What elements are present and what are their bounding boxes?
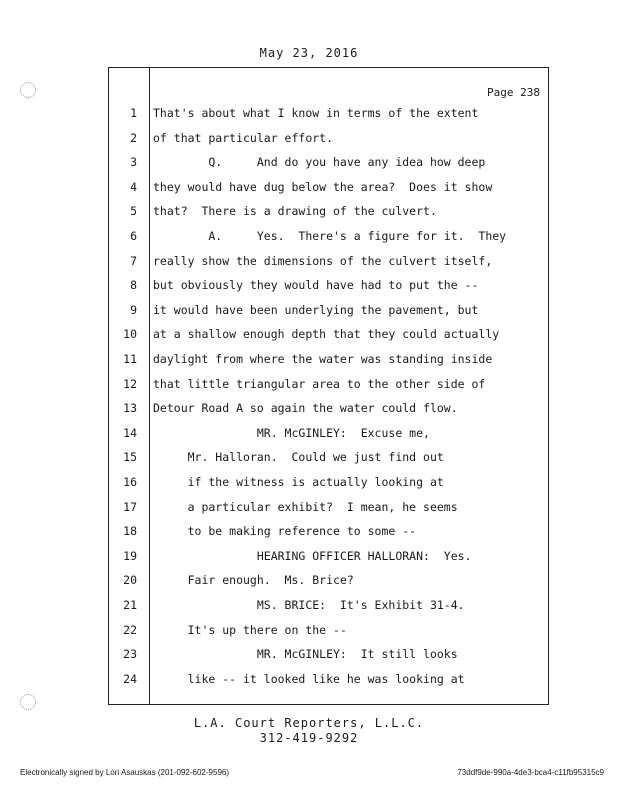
transcript-line [109, 623, 550, 645]
line-text: if the witness is actually looking at [153, 475, 444, 489]
line-number: 23 [123, 647, 137, 662]
footer-phone: 312-419-9292 [259, 731, 359, 745]
line-number: 8 [130, 278, 137, 293]
line-number: 13 [123, 401, 137, 416]
transcript-line [109, 598, 550, 620]
transcript-line [109, 352, 550, 374]
line-text: at a shallow enough depth that they could actually [153, 327, 500, 342]
transcript-line [109, 204, 550, 226]
transcript-line [109, 180, 550, 202]
transcript-line [109, 549, 550, 571]
line-text: Detour Road A so again the water could flow. [153, 401, 458, 416]
footer-company: L.A. Court Reporters, L.L.C. [193, 716, 425, 730]
transcript-line [109, 672, 550, 694]
transcript-line [109, 450, 550, 472]
line-text: to be making reference to some -- [153, 524, 417, 539]
line-number: 14 [123, 425, 137, 440]
line-text: really show the dimensions of the culvert itself, [153, 253, 493, 268]
line-number: 10 [123, 327, 137, 342]
line-number: 11 [123, 352, 137, 366]
transcript-line [109, 401, 550, 423]
line-text: It's up there on the -- [153, 622, 347, 637]
line-number: 12 [123, 376, 137, 391]
line-text: they would have dug below the area? Does it show [153, 179, 493, 194]
transcript-line [109, 377, 550, 399]
line-number: 6 [130, 229, 137, 243]
transcript-line [109, 303, 550, 325]
line-number: 19 [123, 548, 137, 563]
transcript-line [109, 327, 550, 349]
line-text: a particular exhibit? I mean, he seems [153, 499, 458, 514]
line-number: 1 [130, 106, 137, 120]
transcript-line [109, 573, 550, 595]
line-number: 3 [130, 155, 137, 170]
line-text: like -- it looked like he was looking at [153, 671, 465, 686]
transcript-line [109, 254, 550, 276]
transcript-line [109, 500, 550, 522]
line-text: daylight from where the water was standing inside [153, 352, 493, 366]
line-text: that? There is a drawing of the culvert. [153, 204, 437, 219]
transcript-line [109, 278, 550, 300]
line-number: 2 [130, 130, 137, 145]
header-date: May 23, 2016 [259, 46, 359, 60]
line-text: Fair enough. Ms. Brice? [153, 573, 354, 588]
transcript-frame [108, 67, 549, 705]
line-text: but obviously they would have had to put the -- [153, 278, 479, 293]
line-text: MR. McGINLEY: Excuse me, [153, 425, 430, 440]
punch-hole-top [20, 82, 36, 98]
line-number: 4 [130, 179, 137, 194]
signature-right: 73ddf9de-990a-4de3-bca4-c11fb95315c9 [457, 768, 604, 777]
line-text: Q. And do you have any idea how deep [153, 155, 486, 170]
line-text: MR. McGINLEY: It still looks [153, 647, 458, 662]
line-text: of that particular effort. [153, 130, 334, 145]
transcript-line [109, 647, 550, 669]
line-number: 7 [130, 253, 137, 268]
line-text: that little triangular area to the other side of [153, 376, 486, 391]
line-text: That's about what I know in terms of the extent [153, 106, 479, 120]
line-number: 20 [123, 573, 137, 588]
transcript-line [109, 106, 550, 128]
line-number: 24 [123, 671, 137, 686]
line-text: HEARING OFFICER HALLORAN: Yes. [153, 548, 472, 563]
line-text: A. Yes. There's a figure for it. They [153, 229, 507, 243]
transcript-line [109, 131, 550, 153]
punch-hole-bottom [20, 694, 36, 710]
transcript-line [109, 475, 550, 497]
transcript-line [109, 229, 550, 251]
page-number: Page 238 [487, 86, 540, 99]
line-number: 21 [123, 598, 137, 612]
transcript-line [109, 426, 550, 448]
line-text: it would have been underlying the pavement, but [153, 302, 479, 317]
line-number: 18 [123, 524, 137, 539]
line-number: 5 [130, 204, 137, 219]
transcript-line [109, 524, 550, 546]
line-number: 17 [123, 499, 137, 514]
line-number: 16 [123, 475, 137, 489]
line-number: 9 [130, 302, 137, 317]
line-number: 22 [123, 622, 137, 637]
transcript-line [109, 155, 550, 177]
line-text: MS. BRICE: It's Exhibit 31-4. [153, 598, 465, 612]
line-text: Mr. Halloran. Could we just find out [153, 450, 444, 465]
line-number: 15 [123, 450, 137, 465]
signature-left: Electronically signed by Lori Asauskas (201-092-602-9596) [20, 768, 230, 777]
